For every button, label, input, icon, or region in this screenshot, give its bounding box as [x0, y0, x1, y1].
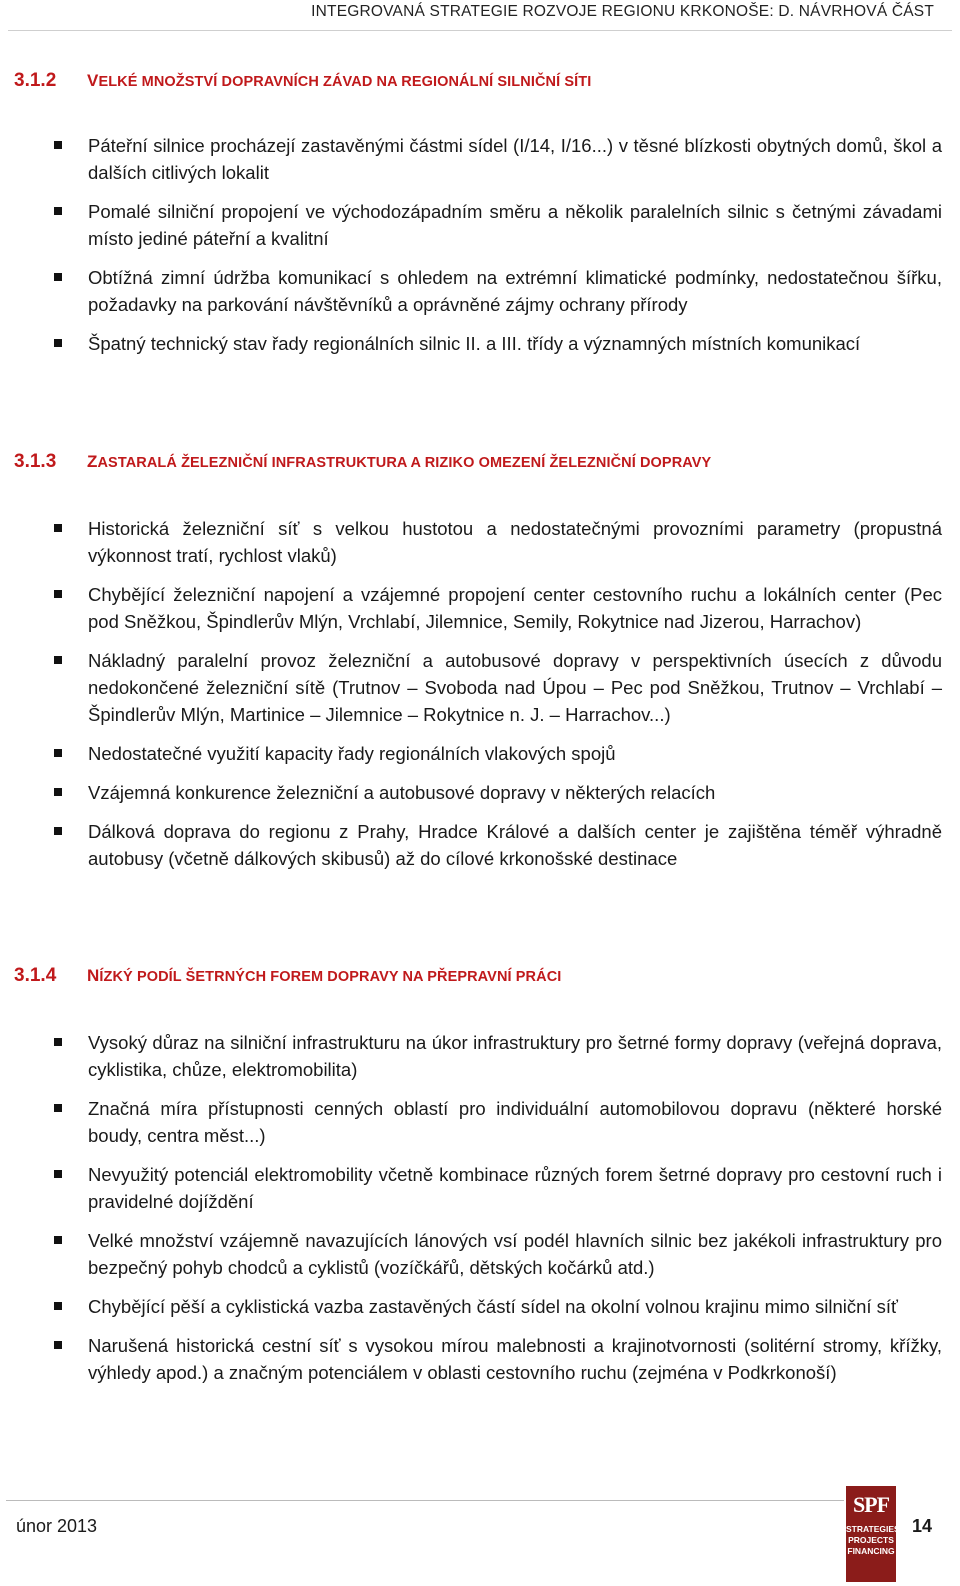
list-item: Vzájemná konkurence železniční a autobusové dopravy v některých relacích: [14, 779, 942, 806]
list-item: Nevyužitý potenciál elektromobility včetně kombinace různých forem šetrné dopravy pro cestovní ruch i pravidelné dojíždění: [14, 1161, 942, 1215]
spf-logo: [846, 1486, 900, 1582]
section-title: ZASTARALÁ ŽELEZNIČNÍ INFRASTRUKTURA A RIZIKO OMEZENÍ ŽELEZNIČNÍ DOPRAVY: [87, 452, 712, 471]
bullet-icon: [54, 827, 62, 835]
section-number: 3.1.2: [14, 70, 57, 91]
list-item: Obtížná zimní údržba komunikací s ohledem na extrémní klimatické podmínky, nedostatečnou šířku, požadavky na parkování návštěvníků a oprávněné zájmy ochrany přírody: [14, 264, 942, 318]
section-heading: [14, 70, 942, 100]
section-title: VELKÉ MNOŽSTVÍ DOPRAVNÍCH ZÁVAD NA REGIONÁLNÍ SILNIČNÍ SÍTI: [87, 71, 592, 90]
list-item: Značná míra přístupnosti cenných oblastí pro individuální automobilovou dopravu (některé horské boudy, centra měst...): [14, 1095, 942, 1149]
list-item: Pomalé silniční propojení ve východozápadním směru a několik paralelních silnic s četnými závadami místo jediné páteřní a kvalitní: [14, 198, 942, 252]
section-heading: [14, 965, 942, 995]
bullet-icon: [54, 1104, 62, 1112]
list-item: Vysoký důraz na silniční infrastrukturu na úkor infrastruktury pro šetrné formy dopravy (veřejná doprava, cyklistika, chůze, elektromobilita): [14, 1029, 942, 1083]
bullet-icon: [54, 590, 62, 598]
section-3-1-4: [14, 965, 942, 1386]
list-item: Historická železniční síť s velkou hustotou a nedostatečnými provozními parametry (propustná výkonnost tratí, rychlost vlaků): [14, 515, 942, 569]
list-item: Špatný technický stav řady regionálních silnic II. a III. třídy a významných místních komunikací: [14, 330, 942, 357]
section-number: 3.1.3: [14, 451, 57, 472]
list-item: Nedostatečné využití kapacity řady regionálních vlakových spojů: [14, 740, 942, 767]
list-item: Chybějící pěší a cyklistická vazba zastavěných částí sídel na okolní volnou krajinu mimo silniční síť: [14, 1293, 942, 1320]
logo-mark: SPF: [852, 1492, 890, 1517]
bullet-list: [14, 515, 942, 872]
bullet-list: [14, 1029, 942, 1386]
list-item: Nákladný paralelní provoz železniční a autobusové dopravy v perspektivních úsecích z důvodu nedokončené železniční sítě (Trutnov – Svoboda nad Úpou – Pec pod Sněžkou, Trutnov – Vrchlabí – Špindlerův Mlýn, Martinice – Jilemnice – Rokytnice n. J. – Harrachov...): [14, 647, 942, 728]
footer-date: únor 2013: [16, 1516, 98, 1536]
bullet-icon: [54, 1038, 62, 1046]
bullet-icon: [54, 788, 62, 796]
section-3-1-2: [14, 70, 942, 357]
section-heading: [14, 451, 942, 481]
bullet-list: [14, 132, 942, 357]
logo-word: FINANCING: [847, 1546, 895, 1556]
list-item: Narušená historická cestní síť s vysokou mírou malebnosti a krajinotvornosti (solitérní stromy, křížky, výhledy apod.) a značným potenciálem v oblasti cestovního ruchu (zejména v Podkrkonoší): [14, 1332, 942, 1386]
bullet-icon: [54, 1170, 62, 1178]
bullet-icon: [54, 207, 62, 215]
bullet-icon: [54, 656, 62, 664]
bullet-icon: [54, 141, 62, 149]
bullet-icon: [54, 749, 62, 757]
list-item: Páteřní silnice procházejí zastavěnými částmi sídel (I/14, I/16...) v těsné blízkosti obytných domů, škol a dalších citlivých lokalit: [14, 132, 942, 186]
section-number: 3.1.4: [14, 965, 57, 986]
section-title: NÍZKÝ PODÍL ŠETRNÝCH FOREM DOPRAVY NA PŘEPRAVNÍ PRÁCI: [87, 966, 562, 985]
logo-word: PROJECTS: [848, 1535, 894, 1545]
list-item: Chybějící železniční napojení a vzájemné propojení center cestovního ruchu a lokálních center (Pec pod Sněžkou, Špindlerův Mlýn, Vrchlabí, Jilemnice, Semily, Rokytnice nad Jizerou, Harrachov): [14, 581, 942, 635]
bullet-icon: [54, 1302, 62, 1310]
header-divider: [8, 30, 952, 31]
list-item: Dálková doprava do regionu z Prahy, Hradce Králové a dalších center je zajištěna téměř výhradně autobusy (včetně dálkových skibusů) až do cílové krkonošské destinace: [14, 818, 942, 872]
list-item: Velké množství vzájemně navazujících lánových vsí podél hlavních silnic bez jakékoli infrastruktury pro bezpečný pohyb chodců a cyklistů (vozíčkářů, dětských kočárků atd.): [14, 1227, 942, 1281]
bullet-icon: [54, 339, 62, 347]
bullet-icon: [54, 1341, 62, 1349]
page-number: 14: [912, 1516, 933, 1536]
bullet-icon: [54, 1236, 62, 1244]
footer-divider: [6, 1500, 844, 1501]
section-3-1-3: [14, 451, 942, 872]
running-header: INTEGROVANÁ STRATEGIE ROZVOJE REGIONU KRKONOŠE: D. NÁVRHOVÁ ČÁST: [311, 3, 934, 20]
bullet-icon: [54, 524, 62, 532]
bullet-icon: [54, 273, 62, 281]
logo-word: STRATEGIES: [846, 1524, 900, 1534]
